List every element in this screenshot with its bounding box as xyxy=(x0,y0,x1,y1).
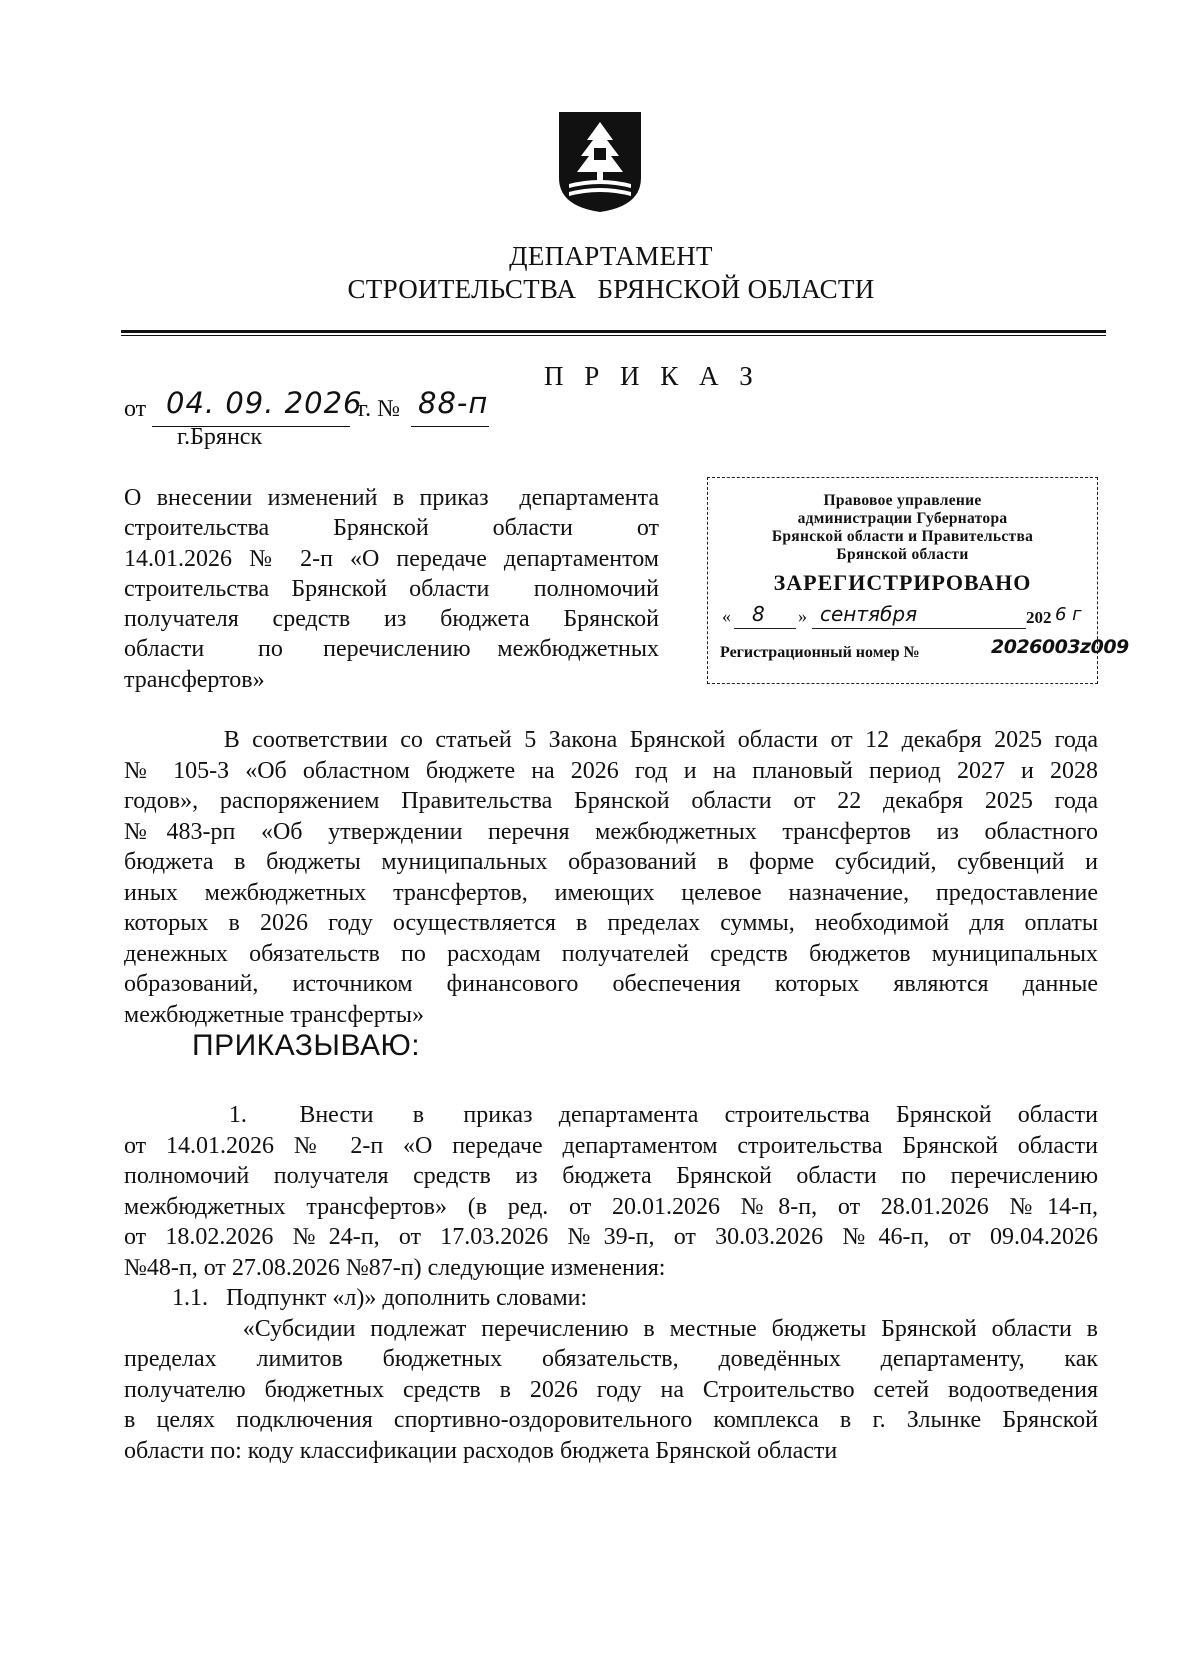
bryansk-oblast-coat-of-arms-icon xyxy=(555,108,645,216)
registration-stamp xyxy=(707,477,1129,684)
body-line: В соответствии со статьей 5 Закона Брянской области от 12 декабря 2025 года xyxy=(124,727,1098,753)
order-date: 04. 09. 2026 xyxy=(166,386,363,420)
stamp-registration-number xyxy=(708,636,1129,666)
body-line: от 14.01.2026 № 2-п «О передаче департаментом строительства Брянской области xyxy=(124,1132,1098,1159)
order-command: ПРИКАЗЫВАЮ: xyxy=(192,1029,421,1062)
stamp-line: Правовое управление xyxy=(823,492,982,509)
subject-line: области по перечислению межбюджетных xyxy=(124,636,659,663)
subject-line: 14.01.2026 № 2-п «О передаче департаментом xyxy=(124,545,659,572)
stamp-month: сентября xyxy=(820,602,918,626)
subject-line: О внесении изменений в приказ департамента xyxy=(124,485,659,511)
body-line: межбюджетных трансфертов» (в ред. от 20.01.2026 №8-п, от 28.01.2026 №14-п, xyxy=(124,1193,1098,1220)
number-label: г. № xyxy=(358,396,401,422)
body-line: 1.1. Подпункт «л)» дополнить словами: xyxy=(124,1285,588,1311)
body-line: образований, источником финансового обеспечения которых являются данные xyxy=(124,971,1098,997)
header-divider-thin xyxy=(121,335,1106,336)
body-line: которых в 2026 году осуществляется в пределах суммы, необходимой для оплаты xyxy=(124,910,1098,936)
body-line: пределах лимитов бюджетных обязательств, доведённых департаменту, как xyxy=(124,1346,1098,1372)
order-title: П Р И К А З xyxy=(544,361,760,391)
stamp-day-underline xyxy=(734,628,796,629)
stamp-month-underline xyxy=(812,628,1026,629)
stamp-reg-label: Регистрационный номер № xyxy=(720,644,920,661)
stamp-year-prefix: 202 xyxy=(1026,608,1052,627)
body-line: от 18.02.2026 №24-п, от 17.03.2026 №39-п, от 30.03.2026 №46-п, от 09.04.2026 xyxy=(124,1224,1098,1250)
stamp-line: Брянской области и Правительства xyxy=(771,528,1034,545)
body-line: получателю бюджетных средств в 2026 году на Строительство сетей водоотведения xyxy=(124,1376,1098,1403)
stamp-registered: ЗАРЕГИСТРИРОВАНО xyxy=(773,570,1032,595)
body-line: № 105-З «Об областном бюджете на 2026 год и на плановый период 2027 и 2028 xyxy=(124,757,1098,784)
body-line: денежных обязательств по расходам получателей средств бюджетов муниципальных xyxy=(124,940,1098,967)
stamp-reg-number: 2026003z009 xyxy=(991,636,1129,658)
subject-line: трансфертов» xyxy=(124,666,265,693)
department-name-line2: СТРОИТЕЛЬСТВА БРЯНСКОЙ ОБЛАСТИ xyxy=(347,274,875,304)
stamp-year-suffix: 6 г xyxy=(1055,604,1082,625)
body-line: бюджета в бюджеты муниципальных образований в форме субсидий, субвенций и xyxy=(124,849,1098,875)
city-name: г.Брянск xyxy=(177,424,263,450)
number-underline xyxy=(411,426,489,427)
header-divider xyxy=(121,330,1106,333)
body-line: 1. Внести в приказ департамента строительства Брянской области xyxy=(124,1102,1098,1128)
subject-line: строительства Брянской области полномочий xyxy=(124,575,659,602)
body-line: №483-рп «Об утверждении перечня межбюджетных трансфертов из областного xyxy=(124,818,1098,845)
body-line: области по: коду классификации расходов бюджета Брянской области xyxy=(124,1437,838,1464)
stamp-day: 8 xyxy=(752,602,765,626)
preamble-paragraph xyxy=(124,725,1098,1030)
order-number: 88-п xyxy=(418,386,489,420)
subject-line: строительства Брянской области от xyxy=(124,515,659,542)
order-items xyxy=(124,1100,1098,1466)
department-name-line1: ДЕПАРТАМЕНТ xyxy=(509,241,713,271)
body-line: №48-п, от 27.08.2026 №87-п) следующие изменения: xyxy=(124,1254,666,1281)
body-line: годов», распоряжением Правительства Брянской области от 22 декабря 2025 года xyxy=(124,788,1098,814)
stamp-date: « 8 » сентября 202 6 г xyxy=(722,602,1082,627)
body-line: в целях подключения спортивно-оздоровительного комплекса в г. Злынке Брянской xyxy=(124,1407,1098,1433)
body-line: иных межбюджетных трансфертов, имеющих целевое назначение, предоставление xyxy=(124,879,1098,906)
order-subject xyxy=(124,483,659,695)
body-line: «Субсидии подлежат перечислению в местные бюджеты Брянской области в xyxy=(124,1315,1098,1342)
body-line: межбюджетные трансферты» xyxy=(124,1001,424,1028)
from-label: от xyxy=(124,396,147,422)
body-line: полномочий получателя средств из бюджета Брянской области по перечислению xyxy=(124,1163,1098,1189)
stamp-line: администрации Губернатора xyxy=(797,510,1008,527)
subject-line: получателя средств из бюджета Брянской xyxy=(124,606,659,633)
stamp-line: Брянской области xyxy=(836,546,969,563)
